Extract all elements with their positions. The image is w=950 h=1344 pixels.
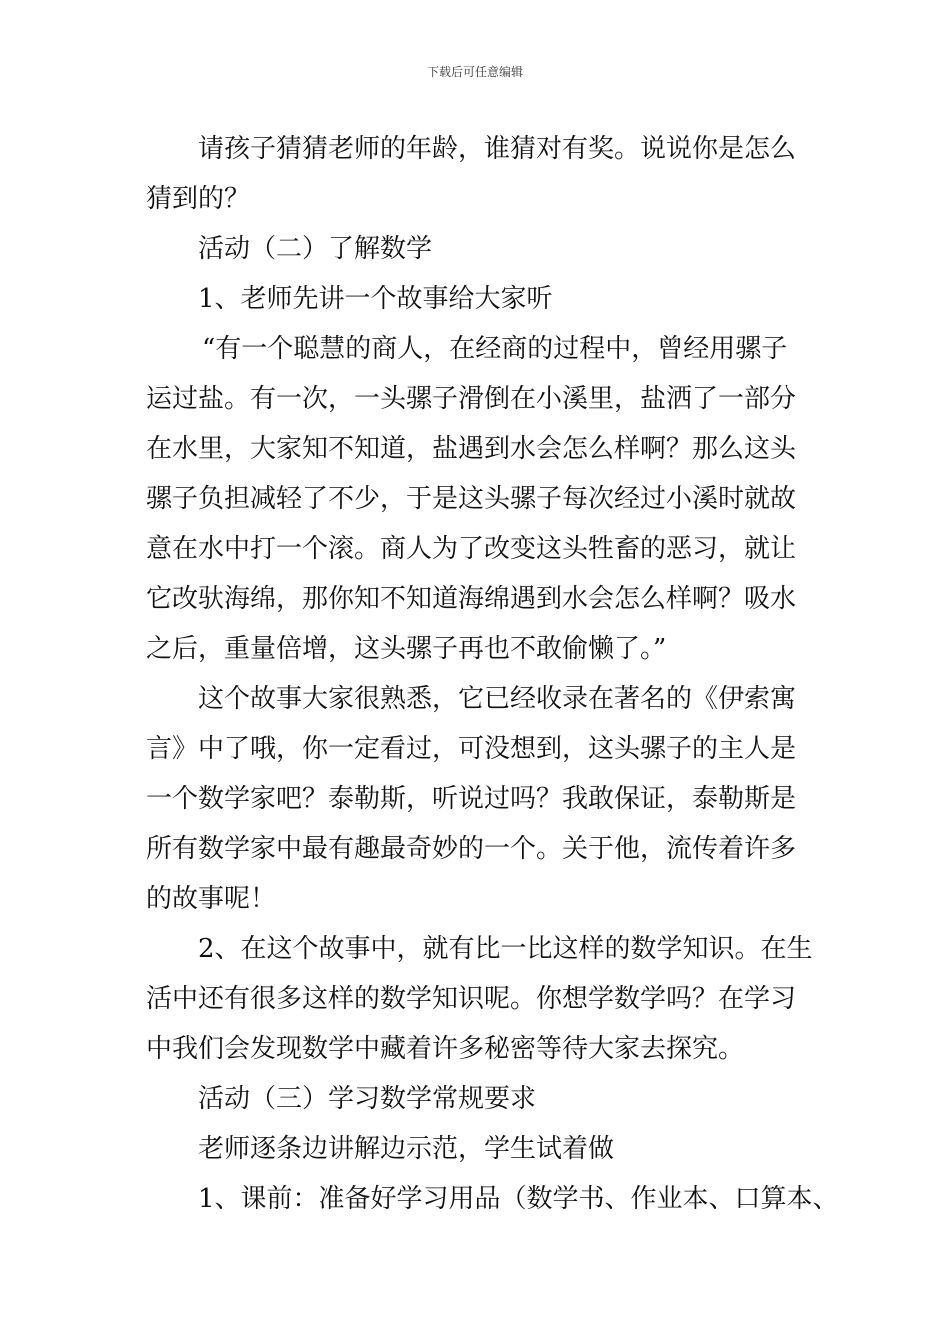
paragraph-line: 活中还有很多这样的数学知识呢。你想学数学吗？在学习 <box>146 984 797 1014</box>
paragraph-line: 之后，重量倍增，这头骡子再也不敢偷懒了。” <box>146 634 667 664</box>
paragraph-line: 一个数学家吧？泰勒斯，听说过吗？我敢保证，泰勒斯是 <box>146 784 797 814</box>
paragraph-line: 骡子负担减轻了不少，于是这头骡子每次经过小溪时就故 <box>146 484 797 514</box>
page-header: 下载后可任意编辑 <box>426 65 523 79</box>
paragraph-line: 请孩子猜猜老师的年龄，谁猜对有奖。说说你是怎么 <box>198 134 797 164</box>
paragraph-line: 1、课前：准备好学习用品（数学书、作业本、口算本、 <box>198 1184 839 1214</box>
paragraph-line: 所有数学家中最有趣最奇妙的一个。关于他，流传着许多 <box>146 834 797 864</box>
paragraph-line: 的故事呢！ <box>146 884 277 914</box>
paragraph-line: 这个故事大家很熟悉，它已经收录在著名的《伊索寓 <box>198 684 797 714</box>
paragraph-line: 老师逐条边讲解边示范，学生试着做 <box>198 1134 615 1164</box>
paragraph-line: 它改驮海绵，那你知不知道海绵遇到水会怎么样啊？吸水 <box>146 584 797 614</box>
paragraph-line: 意在水中打一个滚。商人为了改变这头牲畜的恶习，就让 <box>146 534 797 564</box>
paragraph-line: 言》中了哦，你一定看过，可没想到，这头骡子的主人是 <box>146 734 797 764</box>
paragraph-line: 运过盐。有一次，一头骡子滑倒在小溪里，盐洒了一部分 <box>146 384 797 414</box>
paragraph-line: 2、在这个故事中，就有比一比这样的数学知识。在生 <box>198 934 813 964</box>
paragraph-line: “有一个聪慧的商人，在经商的过程中，曾经用骡子 <box>202 334 788 364</box>
section-heading: 活动（三）学习数学常规要求 <box>198 1084 537 1114</box>
paragraph-line: 猜到的？ <box>146 184 251 214</box>
section-heading: 活动（二）了解数学 <box>198 234 433 264</box>
paragraph-line: 在水里，大家知不知道，盐遇到水会怎么样啊？那么这头 <box>146 434 797 464</box>
paragraph-line: 1、老师先讲一个故事给大家听 <box>198 284 553 314</box>
document-body <box>146 124 839 1224</box>
paragraph-line: 中我们会发现数学中藏着许多秘密等待大家去探究。 <box>146 1034 745 1064</box>
